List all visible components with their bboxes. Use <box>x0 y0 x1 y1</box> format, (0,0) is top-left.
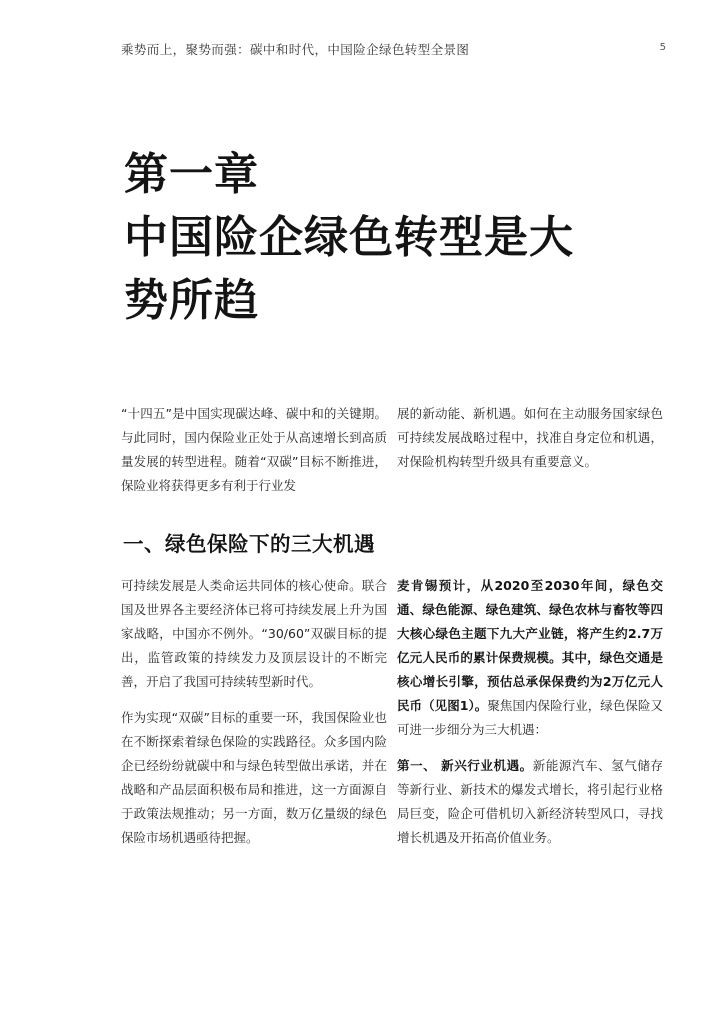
section-left-column <box>121 574 387 862</box>
page-number: 5 <box>659 42 666 53</box>
intro-right-column <box>397 402 663 486</box>
page-header <box>121 40 666 60</box>
mckinsey-forecast-bold: 麦肯锡预计，从2020至2030年间，绿色交通、绿色能源、绿色建筑、绿色农林与畜牧等四大核心绿色主题下九大产业链，将产生约2.7万亿元人民币的累计保费规模。其中，绿色交通是核心增长引擎，预估总承保保费约为2万亿元人民币（见图1）。 <box>397 578 663 713</box>
chapter-title <box>124 143 644 332</box>
section-paragraph-1: 可持续发展是人类命运共同体的核心使命。联合国及世界各主要经济体已将可持续发展上升为国家战略，中国亦不例外。“30/60”双碳目标的提出，监管政策的持续发力及顶层设计的不断完善，开启了我国可持续转型新时代。 <box>121 578 387 689</box>
section-paragraph-2: 作为实现“双碳”目标的重要一环，我国保险业也在不断探索着绿色保险的实践路径。众多国内险企已经纷纷就碳中和与绿色转型做出承诺，并在战略和产品层面积极布局和推进，这一方面源自于政策法规推动；另一方面，数万亿量级的绿色保险市场机遇亟待把握。 <box>121 710 387 845</box>
chapter-title-line-2: 中国险企绿色转型是大 <box>124 212 574 263</box>
intro-paragraph-right: 展的新动能、新机遇。如何在主动服务国家绿色可持续发展战略过程中，找准自身定位和机遇，对保险机构转型升级具有重要意义。 <box>397 406 663 469</box>
section-heading: 一、绿色保险下的三大机遇 <box>123 532 375 556</box>
first-opportunity-label: 第一、 新兴行业机遇。 <box>397 758 533 773</box>
chapter-title-line-3: 势所趋 <box>124 275 259 326</box>
intro-paragraph-left: “十四五”是中国实现碳达峰、碳中和的关键期。与此同时，国内保险业正处于从高速增长到高质量发展的转型进程。随着“双碳”目标不断推进，保险业将获得更多有利于行业发 <box>121 406 387 493</box>
section-right-column <box>397 574 663 862</box>
three-opportunities-intro: 聚焦国内保险行业，绿色保险又可进一步细分为三大机遇： <box>397 698 663 737</box>
first-opportunity-text: 新能源汽车、氢气储存等新行业、新技术的爆发式增长，将引起行业格局巨变，险企可借机切入新经济转型风口，寻找增长机遇及开拓高价值业务。 <box>397 758 663 845</box>
chapter-title-line-1: 第一章 <box>124 149 259 200</box>
intro-left-column <box>121 402 387 510</box>
running-header-title: 乘势而上，聚势而强：碳中和时代，中国险企绿色转型全景图 <box>121 42 470 57</box>
section-paragraph-4 <box>397 754 663 850</box>
section-paragraph-3 <box>397 574 663 742</box>
